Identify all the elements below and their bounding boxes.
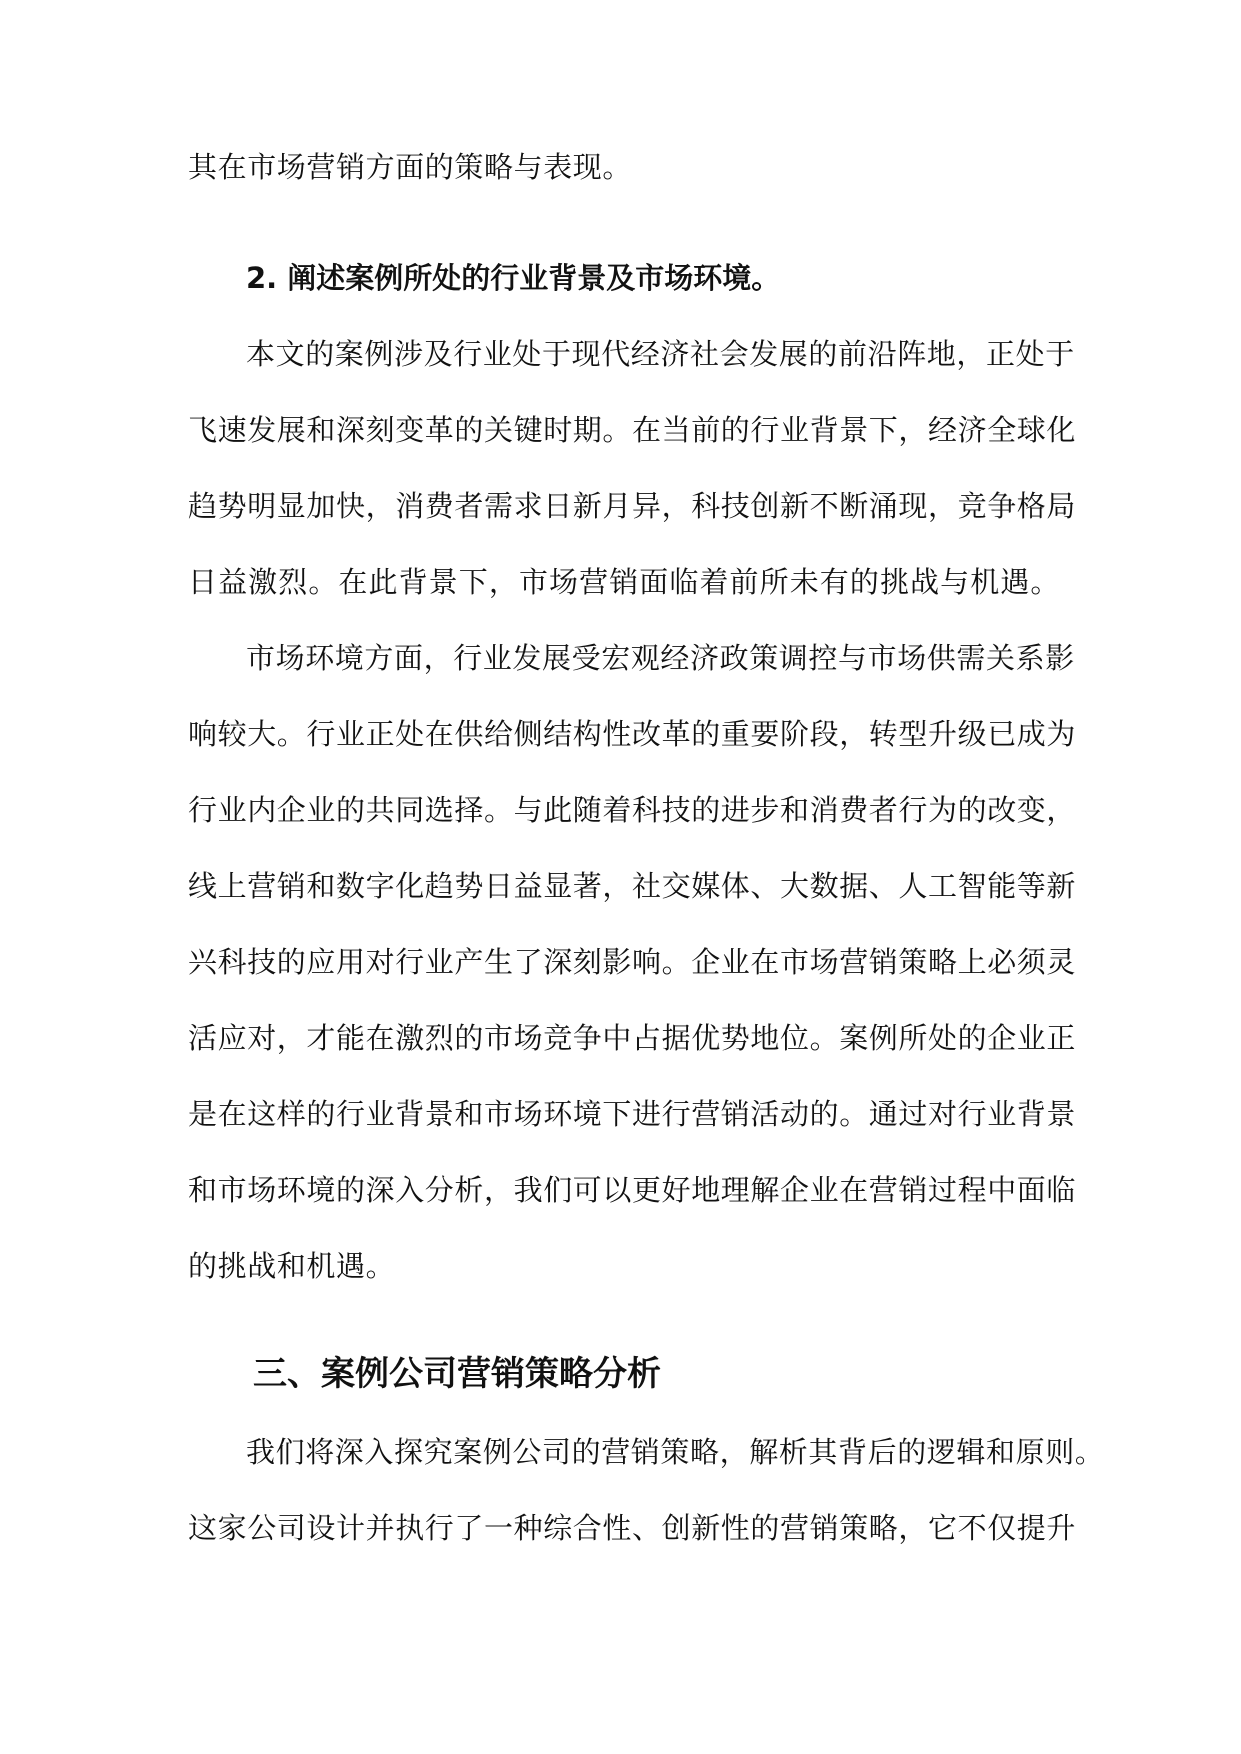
- paragraph-line: 是在这样的行业背景和市场环境下进行营销活动的。通过对行业背景: [188, 1097, 1077, 1131]
- paragraph-line: 这家公司设计并执行了一种综合性、创新性的营销策略，它不仅提升: [188, 1511, 1077, 1545]
- paragraph-line: 的挑战和机遇。: [188, 1249, 396, 1283]
- paragraph-line: 和市场环境的深入分析，我们可以更好地理解企业在营销过程中面临: [188, 1173, 1077, 1207]
- paragraph-line: 飞速发展和深刻变革的关键时期。在当前的行业背景下，经济全球化: [188, 413, 1077, 447]
- paragraph-line: 响较大。行业正处在供给侧结构性改革的重要阶段，转型升级已成为: [188, 717, 1077, 751]
- paragraph-line: 日益激烈。在此背景下，市场营销面临着前所未有的挑战与机遇。: [188, 565, 1060, 599]
- paragraph-line: 行业内企业的共同选择。与此随着科技的进步和消费者行为的改变，: [188, 793, 1077, 827]
- paragraph-line: 趋势明显加快，消费者需求日新月异，科技创新不断涌现，竞争格局: [188, 489, 1077, 523]
- subsection-heading: 2. 阐述案例所处的行业背景及市场环境。: [246, 261, 781, 295]
- section-heading: 三、案例公司营销策略分析: [253, 1354, 661, 1394]
- paragraph-line: 活应对，才能在激烈的市场竞争中占据优势地位。案例所处的企业正: [188, 1021, 1077, 1055]
- paragraph-line: 本文的案例涉及行业处于现代经济社会发展的前沿阵地，正处于: [246, 337, 1075, 371]
- paragraph-line: 线上营销和数字化趋势日益显著，社交媒体、大数据、人工智能等新: [188, 869, 1077, 903]
- paragraph-line: 市场环境方面，行业发展受宏观经济政策调控与市场供需关系影: [246, 641, 1075, 675]
- paragraph-line: 兴科技的应用对行业产生了深刻影响。企业在市场营销策略上必须灵: [188, 945, 1077, 979]
- paragraph-line: 我们将深入探究案例公司的营销策略，解析其背后的逻辑和原则。: [246, 1435, 1105, 1469]
- intro-line: 其在市场营销方面的策略与表现。: [188, 150, 633, 184]
